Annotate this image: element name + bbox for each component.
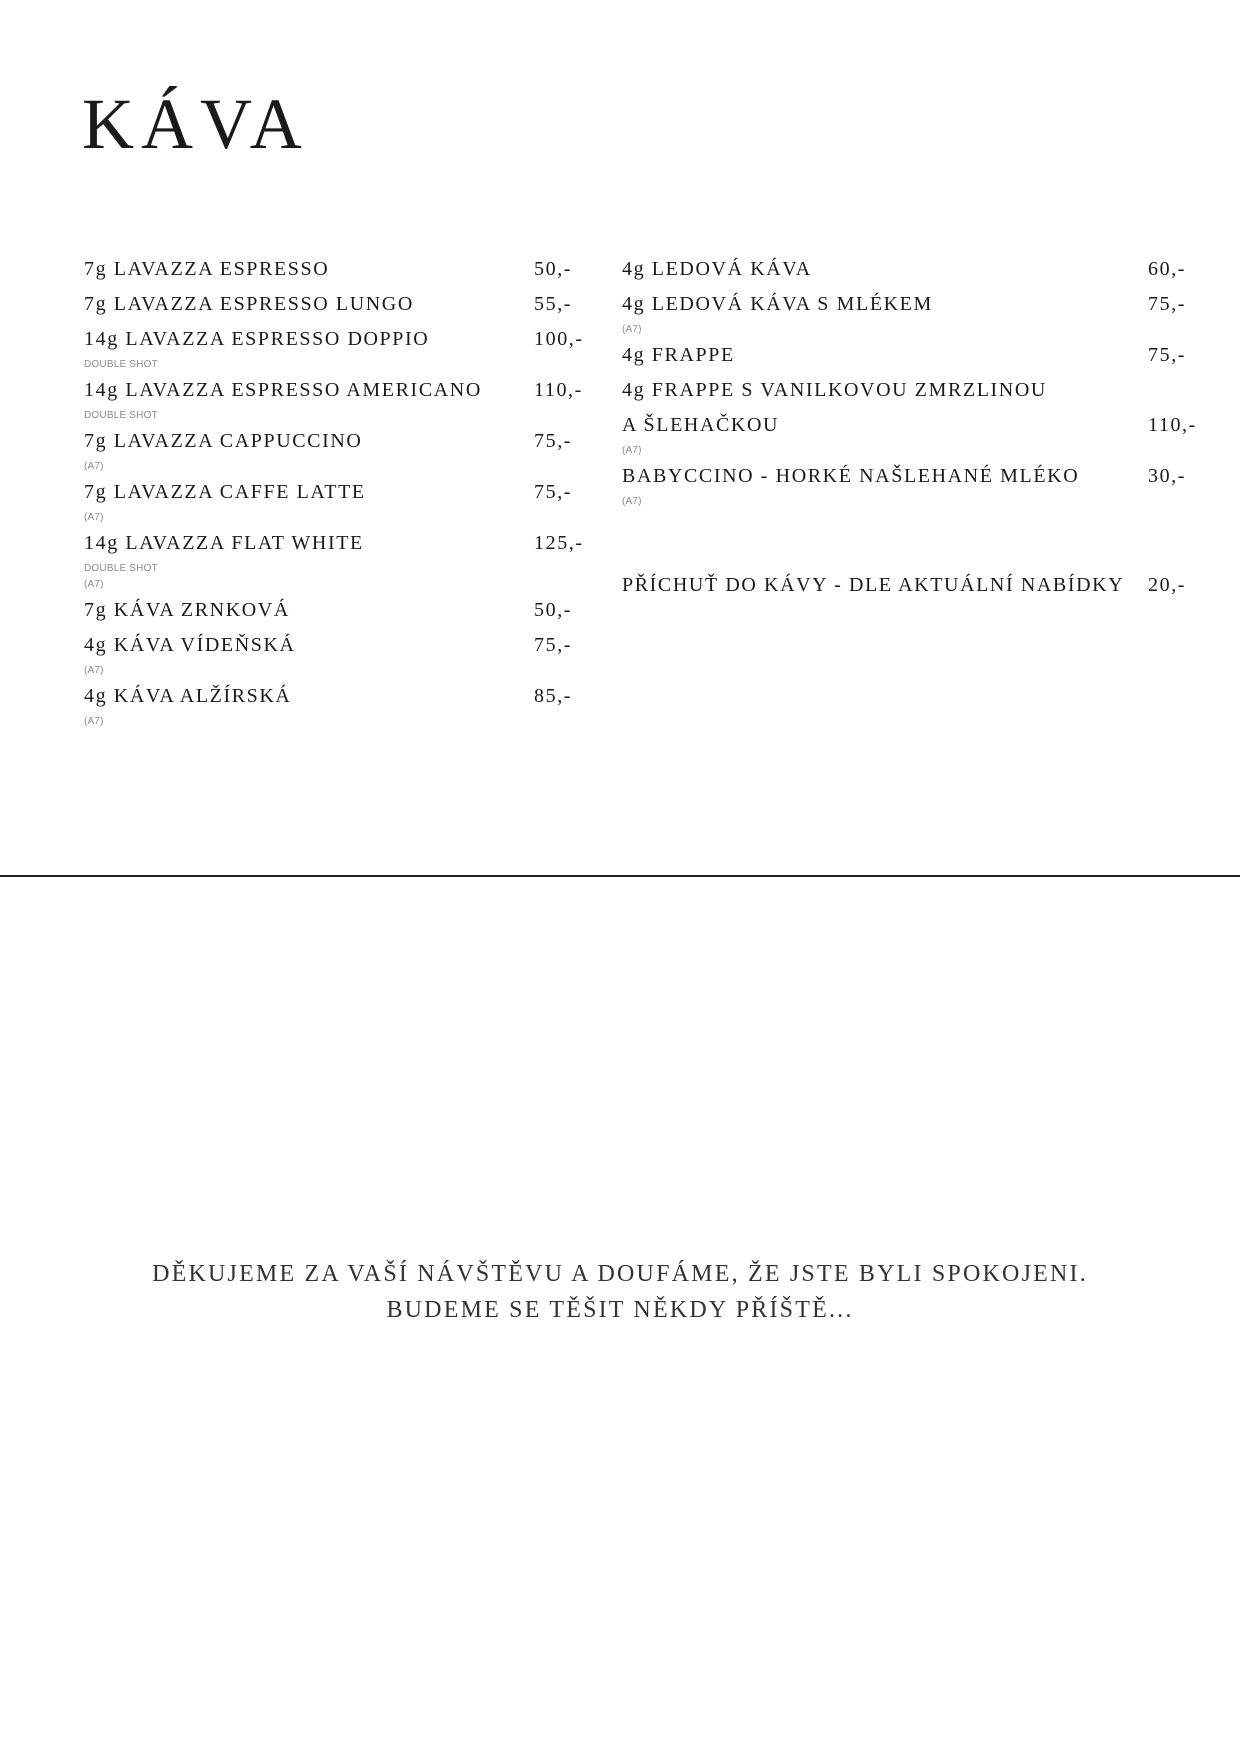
allergen-note: (A7) — [84, 579, 104, 590]
thank-you-message — [0, 1256, 1240, 1328]
item-name: BABYCCINO - HORKÉ NAŠLEHANÉ MLÉKO — [622, 465, 1080, 487]
item-note: DOUBLE SHOT — [84, 359, 158, 370]
item-name: 7g KÁVA ZRNKOVÁ — [84, 599, 290, 621]
item-note: DOUBLE SHOT — [84, 563, 158, 574]
menu-item — [84, 679, 584, 730]
item-price: 125,- — [534, 532, 584, 554]
allergen-note: (A7) — [622, 324, 642, 335]
item-name: 7g LAVAZZA ESPRESSO LUNGO — [84, 293, 414, 315]
menu-item — [84, 424, 584, 475]
item-price: 75,- — [534, 430, 573, 452]
item-name: 14g LAVAZZA FLAT WHITE — [84, 532, 364, 554]
menu-column-left — [84, 252, 584, 730]
menu-item — [622, 459, 1202, 510]
item-name: 14g LAVAZZA ESPRESSO DOPPIO — [84, 328, 430, 350]
item-name: 4g KÁVA ALŽÍRSKÁ — [84, 685, 292, 707]
item-name: 7g LAVAZZA CAPPUCCINO — [84, 430, 363, 452]
item-name: 7g LAVAZZA CAFFE LATTE — [84, 481, 366, 503]
item-price: 75,- — [534, 634, 573, 656]
allergen-note: (A7) — [84, 716, 104, 727]
menu-item — [84, 628, 584, 679]
item-name: A ŠLEHAČKOU — [622, 414, 780, 436]
allergen-note: (A7) — [622, 496, 642, 507]
menu-column-right — [622, 252, 1202, 603]
allergen-note: (A7) — [84, 461, 104, 472]
item-price: 55,- — [534, 293, 573, 315]
item-price: 50,- — [534, 599, 573, 621]
item-price: 100,- — [534, 328, 584, 350]
item-note: DOUBLE SHOT — [84, 410, 158, 421]
menu-item — [84, 252, 584, 287]
item-price: 85,- — [534, 685, 573, 707]
menu-item — [622, 408, 1202, 459]
allergen-note: (A7) — [84, 512, 104, 523]
menu-item — [84, 373, 584, 424]
item-price: 110,- — [1148, 414, 1197, 436]
page-title: KÁVA — [82, 84, 309, 164]
item-name: 4g LEDOVÁ KÁVA S MLÉKEM — [622, 293, 933, 315]
allergen-note: (A7) — [622, 445, 642, 456]
menu-item — [84, 593, 584, 628]
menu-item — [84, 526, 584, 593]
section-divider — [0, 875, 1240, 877]
menu-item — [622, 568, 1202, 603]
item-price: 75,- — [1148, 293, 1187, 315]
item-price: 110,- — [534, 379, 583, 401]
item-price: 75,- — [1148, 344, 1187, 366]
item-name: 4g LEDOVÁ KÁVA — [622, 258, 812, 280]
menu-item — [84, 287, 584, 322]
spacer — [622, 510, 1202, 568]
thank-you-line-1: DĚKUJEME ZA VAŠÍ NÁVŠTĚVU A DOUFÁME, ŽE JSTE BYLI SPOKOJENI. — [152, 1261, 1088, 1287]
menu-item — [84, 322, 584, 373]
thank-you-line-2: BUDEME SE TĚŠIT NĚKDY PŘÍŠTĚ... — [386, 1297, 854, 1323]
item-name: 14g LAVAZZA ESPRESSO AMERICANO — [84, 379, 482, 401]
menu-item — [84, 475, 584, 526]
item-name: 4g KÁVA VÍDEŇSKÁ — [84, 634, 296, 656]
item-price: 75,- — [534, 481, 573, 503]
item-name: PŘÍCHUŤ DO KÁVY - DLE AKTUÁLNÍ NABÍDKY — [622, 574, 1125, 596]
allergen-note: (A7) — [84, 665, 104, 676]
item-price: 30,- — [1148, 465, 1187, 487]
item-price: 50,- — [534, 258, 573, 280]
item-price: 20,- — [1148, 574, 1187, 596]
menu-item — [622, 373, 1202, 408]
item-name: 7g LAVAZZA ESPRESSO — [84, 258, 330, 280]
item-price: 60,- — [1148, 258, 1187, 280]
menu-item — [622, 338, 1202, 373]
menu-item — [622, 252, 1202, 287]
menu-item — [622, 287, 1202, 338]
item-name: 4g FRAPPE — [622, 344, 735, 366]
item-name: 4g FRAPPE S VANILKOVOU ZMRZLINOU — [622, 379, 1047, 401]
